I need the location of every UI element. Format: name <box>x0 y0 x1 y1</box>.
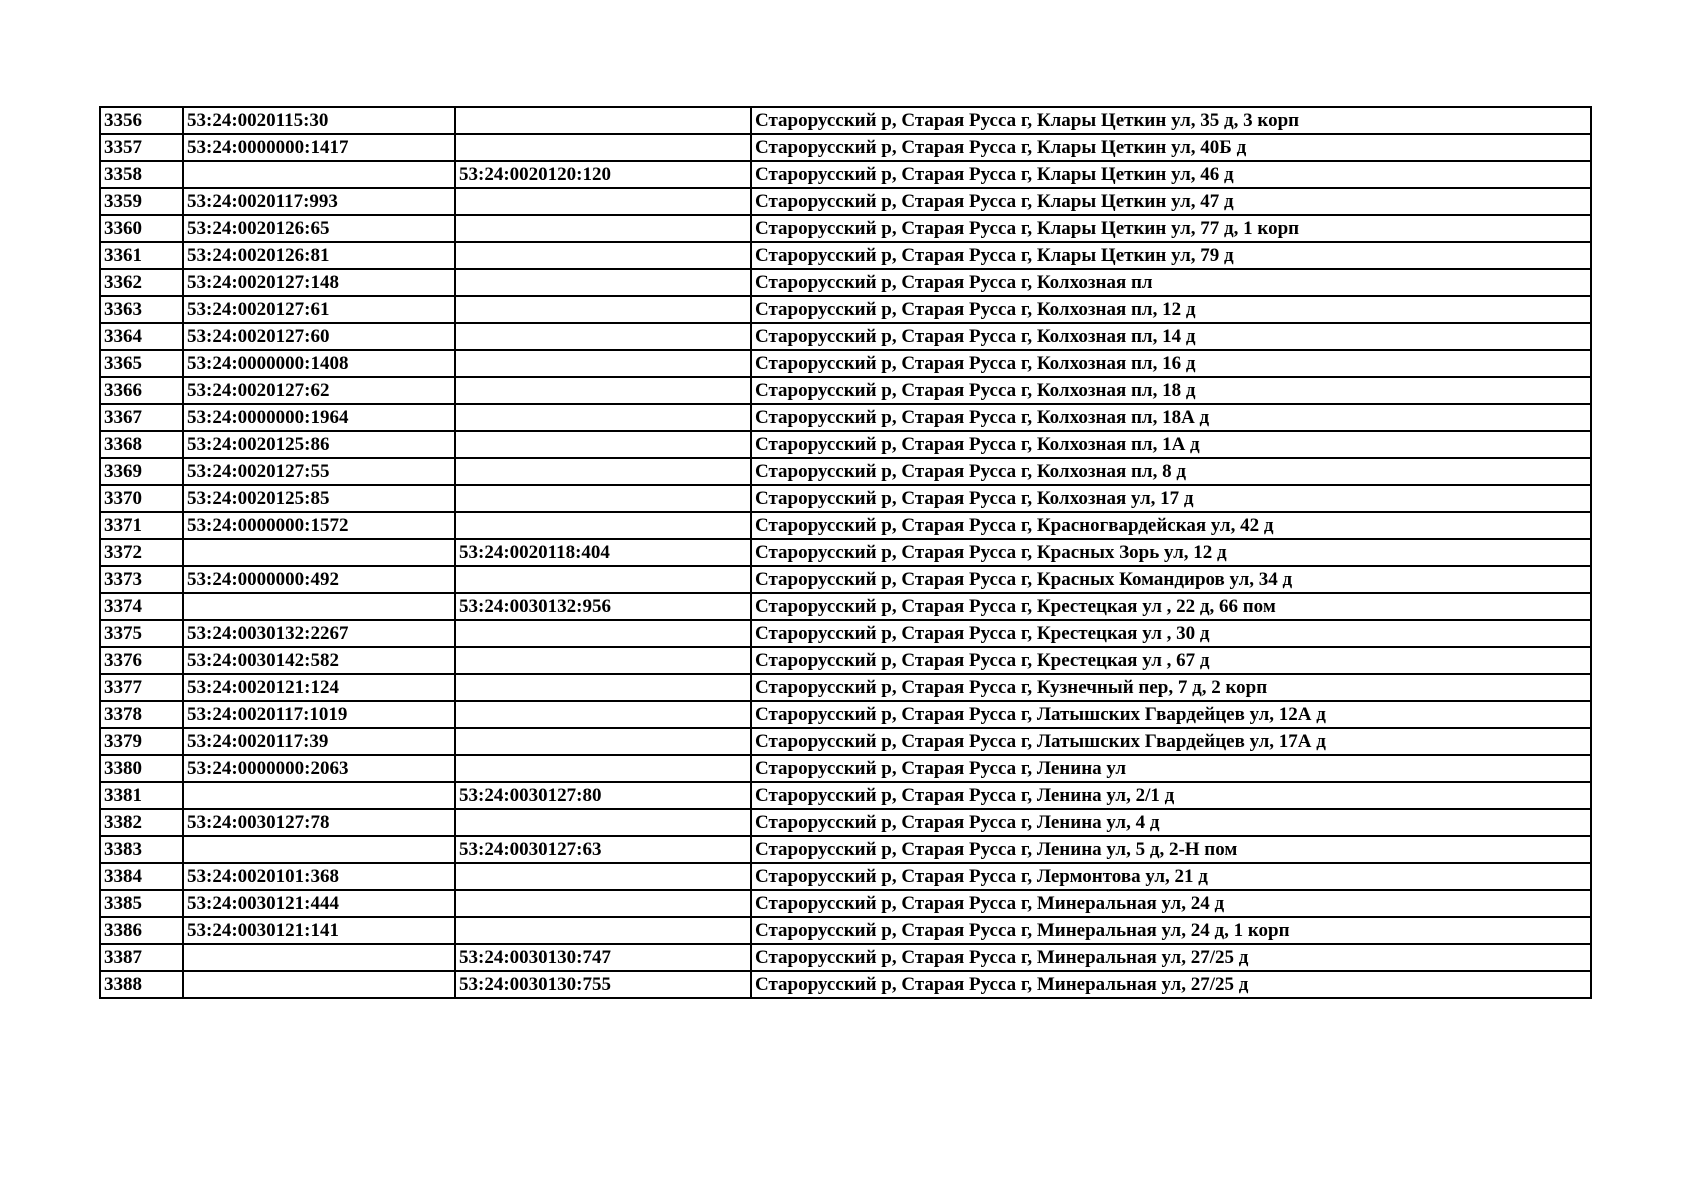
row-number-cell: 3376 <box>100 647 183 674</box>
secondary-cadastral-number-cell <box>455 566 751 593</box>
row-number-cell: 3363 <box>100 296 183 323</box>
address-cell: Старорусский р, Старая Русса г, Латышских Гвардейцев ул, 12А д <box>751 701 1591 728</box>
row-number-cell: 3373 <box>100 566 183 593</box>
table-row <box>100 539 1591 566</box>
secondary-cadastral-number-cell <box>455 323 751 350</box>
secondary-cadastral-number-cell <box>455 674 751 701</box>
address-cell: Старорусский р, Старая Русса г, Красных Зорь ул, 12 д <box>751 539 1591 566</box>
address-cell: Старорусский р, Старая Русса г, Клары Цеткин ул, 46 д <box>751 161 1591 188</box>
secondary-cadastral-number-cell <box>455 431 751 458</box>
secondary-cadastral-number-cell <box>455 890 751 917</box>
table-row <box>100 350 1591 377</box>
address-cell: Старорусский р, Старая Русса г, Минеральная ул, 27/25 д <box>751 944 1591 971</box>
address-cell: Старорусский р, Старая Русса г, Клары Цеткин ул, 40Б д <box>751 134 1591 161</box>
cadastral-number-cell: 53:24:0020117:993 <box>183 188 455 215</box>
row-number-cell: 3381 <box>100 782 183 809</box>
row-number-cell: 3385 <box>100 890 183 917</box>
cadastral-number-cell <box>183 971 455 998</box>
cadastral-number-cell: 53:24:0020127:60 <box>183 323 455 350</box>
row-number-cell: 3368 <box>100 431 183 458</box>
table-row <box>100 701 1591 728</box>
table-row <box>100 485 1591 512</box>
secondary-cadastral-number-cell <box>455 755 751 782</box>
cadastral-number-cell: 53:24:0020117:39 <box>183 728 455 755</box>
cadastral-number-cell: 53:24:0000000:1964 <box>183 404 455 431</box>
address-cell: Старорусский р, Старая Русса г, Колхозная пл <box>751 269 1591 296</box>
address-cell: Старорусский р, Старая Русса г, Колхозная пл, 8 д <box>751 458 1591 485</box>
registry-table <box>99 106 1592 999</box>
table-row <box>100 134 1591 161</box>
address-cell: Старорусский р, Старая Русса г, Ленина ул <box>751 755 1591 782</box>
table-row <box>100 323 1591 350</box>
address-cell: Старорусский р, Старая Русса г, Колхозная пл, 14 д <box>751 323 1591 350</box>
row-number-cell: 3386 <box>100 917 183 944</box>
row-number-cell: 3377 <box>100 674 183 701</box>
row-number-cell: 3357 <box>100 134 183 161</box>
secondary-cadastral-number-cell <box>455 863 751 890</box>
cadastral-number-cell: 53:24:0000000:1572 <box>183 512 455 539</box>
address-cell: Старорусский р, Старая Русса г, Клары Цеткин ул, 35 д, 3 корп <box>751 107 1591 134</box>
secondary-cadastral-number-cell <box>455 701 751 728</box>
row-number-cell: 3380 <box>100 755 183 782</box>
cadastral-number-cell: 53:24:0020127:148 <box>183 269 455 296</box>
cadastral-number-cell <box>183 161 455 188</box>
address-cell: Старорусский р, Старая Русса г, Крестецкая ул , 30 д <box>751 620 1591 647</box>
secondary-cadastral-number-cell <box>455 809 751 836</box>
table-row <box>100 566 1591 593</box>
table-row <box>100 620 1591 647</box>
secondary-cadastral-number-cell <box>455 458 751 485</box>
cadastral-number-cell: 53:24:0020125:86 <box>183 431 455 458</box>
secondary-cadastral-number-cell: 53:24:0030127:80 <box>455 782 751 809</box>
cadastral-number-cell: 53:24:0000000:1408 <box>183 350 455 377</box>
cadastral-number-cell: 53:24:0020101:368 <box>183 863 455 890</box>
address-cell: Старорусский р, Старая Русса г, Колхозная пл, 12 д <box>751 296 1591 323</box>
row-number-cell: 3359 <box>100 188 183 215</box>
table-row <box>100 863 1591 890</box>
cadastral-number-cell: 53:24:0020117:1019 <box>183 701 455 728</box>
table-row <box>100 215 1591 242</box>
secondary-cadastral-number-cell <box>455 917 751 944</box>
row-number-cell: 3365 <box>100 350 183 377</box>
secondary-cadastral-number-cell <box>455 485 751 512</box>
address-cell: Старорусский р, Старая Русса г, Колхозная пл, 1А д <box>751 431 1591 458</box>
cadastral-number-cell: 53:24:0020115:30 <box>183 107 455 134</box>
address-cell: Старорусский р, Старая Русса г, Колхозная ул, 17 д <box>751 485 1591 512</box>
cadastral-number-cell <box>183 593 455 620</box>
cadastral-number-cell: 53:24:0030127:78 <box>183 809 455 836</box>
row-number-cell: 3356 <box>100 107 183 134</box>
cadastral-number-cell <box>183 539 455 566</box>
secondary-cadastral-number-cell <box>455 269 751 296</box>
cadastral-number-cell: 53:24:0020127:55 <box>183 458 455 485</box>
table-row <box>100 836 1591 863</box>
row-number-cell: 3388 <box>100 971 183 998</box>
table-row <box>100 431 1591 458</box>
secondary-cadastral-number-cell: 53:24:0020118:404 <box>455 539 751 566</box>
cadastral-number-cell: 53:24:0000000:492 <box>183 566 455 593</box>
address-cell: Старорусский р, Старая Русса г, Колхозная пл, 18А д <box>751 404 1591 431</box>
row-number-cell: 3358 <box>100 161 183 188</box>
table-row <box>100 458 1591 485</box>
secondary-cadastral-number-cell <box>455 296 751 323</box>
table-row <box>100 782 1591 809</box>
secondary-cadastral-number-cell <box>455 242 751 269</box>
table-row <box>100 971 1591 998</box>
secondary-cadastral-number-cell: 53:24:0020120:120 <box>455 161 751 188</box>
cadastral-number-cell <box>183 836 455 863</box>
secondary-cadastral-number-cell <box>455 620 751 647</box>
table-row <box>100 755 1591 782</box>
table-row <box>100 269 1591 296</box>
row-number-cell: 3364 <box>100 323 183 350</box>
secondary-cadastral-number-cell <box>455 350 751 377</box>
cadastral-number-cell: 53:24:0020127:62 <box>183 377 455 404</box>
cadastral-number-cell: 53:24:0000000:2063 <box>183 755 455 782</box>
row-number-cell: 3367 <box>100 404 183 431</box>
table-row <box>100 107 1591 134</box>
row-number-cell: 3383 <box>100 836 183 863</box>
secondary-cadastral-number-cell <box>455 728 751 755</box>
address-cell: Старорусский р, Старая Русса г, Ленина ул, 5 д, 2-Н пом <box>751 836 1591 863</box>
row-number-cell: 3382 <box>100 809 183 836</box>
address-cell: Старорусский р, Старая Русса г, Колхозная пл, 18 д <box>751 377 1591 404</box>
table-row <box>100 512 1591 539</box>
cadastral-number-cell: 53:24:0030121:141 <box>183 917 455 944</box>
row-number-cell: 3366 <box>100 377 183 404</box>
row-number-cell: 3370 <box>100 485 183 512</box>
row-number-cell: 3371 <box>100 512 183 539</box>
address-cell: Старорусский р, Старая Русса г, Клары Цеткин ул, 77 д, 1 корп <box>751 215 1591 242</box>
address-cell: Старорусский р, Старая Русса г, Колхозная пл, 16 д <box>751 350 1591 377</box>
cadastral-number-cell: 53:24:0020125:85 <box>183 485 455 512</box>
address-cell: Старорусский р, Старая Русса г, Красногвардейская ул, 42 д <box>751 512 1591 539</box>
address-cell: Старорусский р, Старая Русса г, Красных Командиров ул, 34 д <box>751 566 1591 593</box>
cadastral-number-cell: 53:24:0020126:81 <box>183 242 455 269</box>
cadastral-number-cell: 53:24:0030132:2267 <box>183 620 455 647</box>
table-body <box>100 107 1591 998</box>
cadastral-number-cell: 53:24:0000000:1417 <box>183 134 455 161</box>
row-number-cell: 3378 <box>100 701 183 728</box>
row-number-cell: 3372 <box>100 539 183 566</box>
table-row <box>100 809 1591 836</box>
address-cell: Старорусский р, Старая Русса г, Латышских Гвардейцев ул, 17А д <box>751 728 1591 755</box>
row-number-cell: 3387 <box>100 944 183 971</box>
row-number-cell: 3384 <box>100 863 183 890</box>
address-cell: Старорусский р, Старая Русса г, Минеральная ул, 24 д <box>751 890 1591 917</box>
row-number-cell: 3375 <box>100 620 183 647</box>
secondary-cadastral-number-cell <box>455 107 751 134</box>
cadastral-number-cell: 53:24:0020126:65 <box>183 215 455 242</box>
cadastral-number-cell <box>183 944 455 971</box>
table-row <box>100 674 1591 701</box>
row-number-cell: 3360 <box>100 215 183 242</box>
secondary-cadastral-number-cell: 53:24:0030130:747 <box>455 944 751 971</box>
table-row <box>100 647 1591 674</box>
address-cell: Старорусский р, Старая Русса г, Минеральная ул, 27/25 д <box>751 971 1591 998</box>
table-row <box>100 188 1591 215</box>
cadastral-number-cell: 53:24:0030142:582 <box>183 647 455 674</box>
secondary-cadastral-number-cell: 53:24:0030127:63 <box>455 836 751 863</box>
cadastral-number-cell: 53:24:0020127:61 <box>183 296 455 323</box>
row-number-cell: 3379 <box>100 728 183 755</box>
row-number-cell: 3369 <box>100 458 183 485</box>
secondary-cadastral-number-cell <box>455 134 751 161</box>
cadastral-number-cell <box>183 782 455 809</box>
table-row <box>100 377 1591 404</box>
address-cell: Старорусский р, Старая Русса г, Клары Цеткин ул, 79 д <box>751 242 1591 269</box>
table-row <box>100 593 1591 620</box>
address-cell: Старорусский р, Старая Русса г, Ленина ул, 4 д <box>751 809 1591 836</box>
secondary-cadastral-number-cell <box>455 215 751 242</box>
secondary-cadastral-number-cell <box>455 404 751 431</box>
address-cell: Старорусский р, Старая Русса г, Минеральная ул, 24 д, 1 корп <box>751 917 1591 944</box>
address-cell: Старорусский р, Старая Русса г, Крестецкая ул , 67 д <box>751 647 1591 674</box>
secondary-cadastral-number-cell <box>455 512 751 539</box>
cadastral-number-cell: 53:24:0030121:444 <box>183 890 455 917</box>
secondary-cadastral-number-cell: 53:24:0030132:956 <box>455 593 751 620</box>
address-cell: Старорусский р, Старая Русса г, Ленина ул, 2/1 д <box>751 782 1591 809</box>
address-cell: Старорусский р, Старая Русса г, Крестецкая ул , 22 д, 66 пом <box>751 593 1591 620</box>
row-number-cell: 3362 <box>100 269 183 296</box>
table-row <box>100 944 1591 971</box>
table-row <box>100 404 1591 431</box>
table-row <box>100 728 1591 755</box>
secondary-cadastral-number-cell <box>455 377 751 404</box>
secondary-cadastral-number-cell <box>455 188 751 215</box>
table-row <box>100 917 1591 944</box>
address-cell: Старорусский р, Старая Русса г, Лермонтова ул, 21 д <box>751 863 1591 890</box>
secondary-cadastral-number-cell: 53:24:0030130:755 <box>455 971 751 998</box>
row-number-cell: 3361 <box>100 242 183 269</box>
address-cell: Старорусский р, Старая Русса г, Кузнечный пер, 7 д, 2 корп <box>751 674 1591 701</box>
secondary-cadastral-number-cell <box>455 647 751 674</box>
table-row <box>100 296 1591 323</box>
row-number-cell: 3374 <box>100 593 183 620</box>
table-row <box>100 242 1591 269</box>
cadastral-number-cell: 53:24:0020121:124 <box>183 674 455 701</box>
address-cell: Старорусский р, Старая Русса г, Клары Цеткин ул, 47 д <box>751 188 1591 215</box>
table-row <box>100 161 1591 188</box>
table-row <box>100 890 1591 917</box>
